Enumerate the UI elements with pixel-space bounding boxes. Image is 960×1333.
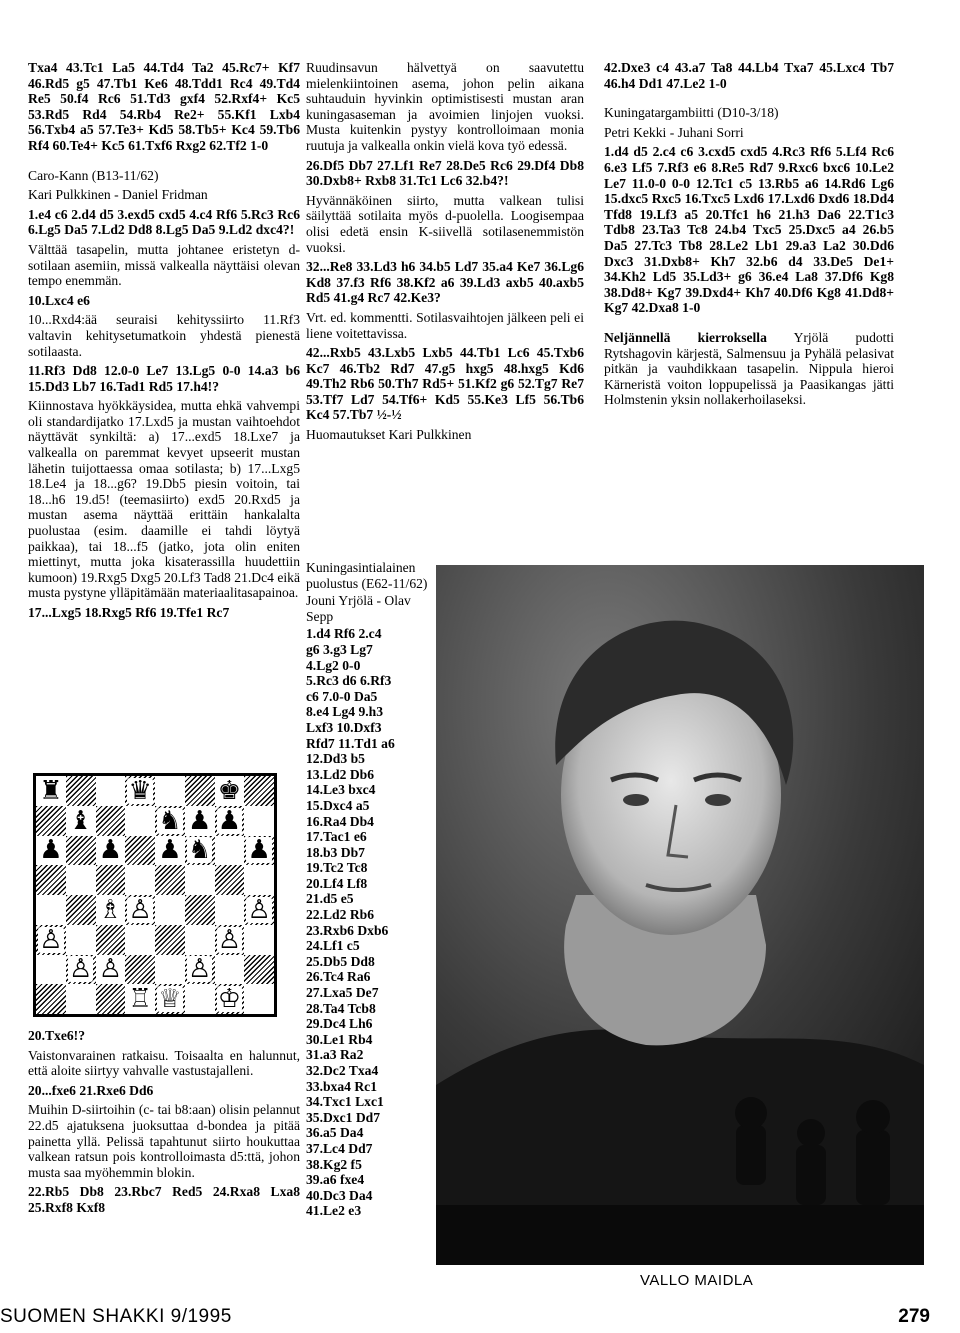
move-line: 18.b3 Db7 [306, 844, 365, 860]
move-line: 24.Lf1 c5 [306, 938, 360, 954]
board-square [244, 895, 274, 925]
move-line: 12.Dd3 b5 [306, 751, 365, 767]
move-line: 17.Tac1 e6 [306, 829, 367, 845]
board-square [125, 984, 155, 1014]
board-square [96, 865, 126, 895]
board-square [215, 895, 245, 925]
board-square [36, 895, 66, 925]
board-square [155, 806, 185, 836]
photo-caption: VALLO MAIDLA [640, 1272, 754, 1289]
column-2 [306, 60, 584, 447]
board-square [36, 806, 66, 836]
chess-piece: ♟ [98, 835, 123, 866]
comment: Ruudinsavun hälvettyä on saavutettu mielenkiintoinen asema, johon pelin aikana suhtauduin hyvinkin optimistisesti mustan aran kuningasaseman ja avoimien linjojen vuoksi. Musta kuitenkin pystyy kontrolloimaan monia ruutuja ja valkealla onkin vielä kova työ edessä. [306, 60, 584, 153]
board-square [36, 984, 66, 1014]
board-square [36, 925, 66, 955]
annotator: Huomautukset Kari Pulkkinen [306, 427, 472, 443]
column-1-continued [28, 1028, 300, 1220]
game-title: Caro-Kann (B13-11/62) [28, 167, 159, 183]
board-square [125, 776, 155, 806]
game-moves: Txa4 43.Tc1 La5 44.Td4 Ta2 45.Rc7+ Kf7 46.Rd5 g5 47.Tb1 Ke6 48.Tdd1 Rc4 49.Td4 Re5 50.f4 Rc6 51.Td3 gxf4 52.Rxf4+ Kc5 53.Rd5 Rd4 54.Rb4 Re2+ 55.Kf1 Lxb4 56.Txb4 a5 57.Te3+ Kd5 58.Tb5+ Kc4 59.Tb6 Rf4 60.Te4+ Kc5 61.Txf6 Rxg2 62.Tf2 1-0 [28, 60, 300, 153]
chess-piece: ♙ [98, 954, 123, 985]
move-line: 23.Rxb6 Dxb6 [306, 922, 389, 938]
board-square [244, 776, 274, 806]
board-square [185, 895, 215, 925]
game-moves-list [306, 626, 430, 1219]
board-square [215, 865, 245, 895]
comment: Vrt. ed. kommentti. Sotilasvaihtojen jälkeen peli ei liene voitettavissa. [306, 309, 584, 341]
board-square [185, 776, 215, 806]
move-line: 39.a6 fxe4 [306, 1172, 365, 1188]
game-title: Kuningasintialainen puolustus (E62-11/62) [306, 560, 428, 591]
board-square [155, 776, 185, 806]
board-square [155, 955, 185, 985]
board-square [125, 836, 155, 866]
board-square [155, 895, 185, 925]
chess-piece: ♙ [217, 924, 242, 955]
move-line: Rfd7 11.Td1 a6 [306, 735, 395, 751]
board-square [125, 806, 155, 836]
board-square [185, 984, 215, 1014]
player-photo [436, 565, 924, 1265]
chess-piece: ♟ [187, 805, 212, 836]
news-text: Yrjölä pudotti Rytshagovin kärjestä, Salmensuu ja Pyhälä pelasivat pitkän ja vauhdikkaan tasapelin. Nippula hieroi Kärneristä voiton loppupelissä ja Paasikangas jätti Holmstenin yksin nollakerhoilaseksi. [604, 329, 894, 408]
game-moves: 22.Rb5 Db8 23.Rbc7 Red5 24.Rxa8 Lxa8 25.Rxf8 Kxf8 [28, 1184, 300, 1215]
chess-piece: ♟ [247, 835, 271, 866]
game-moves: 42.Dxe3 c4 43.a7 Ta8 44.Lb4 Txa7 45.Lxc4 Tb7 46.h4 Dd1 47.Le2 1-0 [604, 60, 894, 91]
board-square [244, 806, 274, 836]
board-square [244, 955, 274, 985]
chess-piece: ♔ [217, 984, 242, 1015]
column-1 [28, 60, 300, 625]
chess-piece: ♙ [128, 894, 152, 925]
chess-piece: ♜ [39, 775, 63, 806]
board-square [125, 955, 155, 985]
game-players: Jouni Yrjölä - Olav Sepp [306, 593, 411, 624]
move-line: 28.Ta4 Tcb8 [306, 1000, 376, 1016]
move-line: 34.Txc1 Lxc1 [306, 1094, 384, 1110]
game-moves: 11.Rf3 Dd8 12.0-0 Le7 13.Lg5 0-0 14.a3 b6 15.Dd3 Lb7 16.Tad1 Rd5 17.h4!? [28, 363, 300, 394]
move-line: 5.Rc3 d6 6.Rf3 [306, 673, 392, 689]
move-line: 27.Lxa5 De7 [306, 985, 379, 1001]
chess-piece: ♕ [158, 984, 182, 1015]
comment: Välttää tasapelin, mutta johtanee eristetyn d-sotilaan asemiin, missä valkealla näyttäisi olevan tempo enemmän. [28, 241, 300, 289]
chess-piece: ♚ [217, 775, 242, 806]
move-line: 13.Ld2 Db6 [306, 766, 374, 782]
comment: Muihin D-siirtoihin (c- tai b8:aan) olisin pelannut 22.d5 ajatuksena juoksuttaa d-bondea ja pitää painetta yllä. Pelissä tapahtunut siirto houkuttaa valkean ratsun pois kontrolloimasta d5:ttä, johon musta saa myöhemmin blokin. [28, 1102, 300, 1180]
chess-diagram [28, 768, 282, 1022]
move-line: 4.Lg2 0-0 [306, 657, 361, 673]
move-line: 14.Le3 bxc4 [306, 782, 376, 798]
board-square [96, 836, 126, 866]
game-moves: 42...Rxb5 43.Lxb5 Lxb5 44.Tb1 Lc6 45.Txb6 Kc7 46.Tb2 Rd7 47.g5 hxg5 48.hxg5 Kd6 49.Th2 Rb6 50.Th7 Rd5+ 51.Kf2 g6 52.Tg7 Re7 53.Tf7 Ld7 54.Tf6+ Kd5 55.Ke3 Lf5 56.Tb6 Kc4 57.Tb7 ½-½ [306, 345, 584, 423]
game-title: Kuningatargambiitti (D10-3/18) [604, 105, 779, 121]
game-moves: 1.e4 c6 2.d4 d5 3.exd5 cxd5 4.c4 Rf6 5.Rc3 Rc6 6.Lg5 Da5 7.Ld2 Dd8 8.Lg5 Da5 9.Ld2 dxc4?! [28, 206, 300, 238]
board-square [185, 955, 215, 985]
move-line: 15.Dxc4 a5 [306, 797, 370, 813]
board-square [185, 836, 215, 866]
board-square [155, 925, 185, 955]
board-square [96, 925, 126, 955]
board-square [96, 895, 126, 925]
game-moves: 1.d4 d5 2.c4 c6 3.cxd5 cxd5 4.Rc3 Rf6 5.Lf4 Rc6 6.e3 Lf5 7.Rf3 e6 8.Re5 Rd7 9.Rxc6 bxc6 10.Le2 Le7 11.0-0 0-0 12.Tc1 c5 13.Rb5 a6 14.Rd6 Lg6 15.dxc5 Rxc5 16.Txc5 Lxd6 17.Lxd6 Dxd6 18.Dd4 Tfd8 19.Lf3 a5 20.Tfc1 h6 21.h3 Da6 22.T1c3 Tdb8 23.Ta3 Tc8 24.b4 Txc5 25.Dxc5 a4 26.b5 Da5 27.Tc3 Tb8 28.Le2 Lb1 29.a3 La2 30.Dd6 Dxc3 31.Dxb8+ Kh7 32.b6 d4 33.De5 De1+ 34.Kh2 Ld5 35.Ld3+ g6 36.e4 La8 37.Df6 Kg8 38.Dd8+ Kg7 39.Dxd4+ Kh7 40.Df6 Kg8 41.Dd8+ Kg7 42.Dxa8 1-0 [604, 144, 894, 316]
board-square [66, 865, 96, 895]
move-line: 32.Dc2 Txa4 [306, 1063, 379, 1078]
board-square [96, 806, 126, 836]
board-square [96, 984, 126, 1014]
chess-piece: ♙ [39, 924, 63, 955]
chess-piece: ♗ [98, 894, 123, 925]
board-square [215, 925, 245, 955]
board-square [244, 865, 274, 895]
board-square [66, 955, 96, 985]
move-line: 30.Le1 Rb4 [306, 1031, 373, 1047]
move-line: 26.Tc4 Ra6 [306, 969, 371, 985]
move-line: g6 3.g3 Lg7 [306, 641, 373, 657]
game-moves: 10.Lxc4 e6 [28, 292, 90, 308]
board-square [125, 865, 155, 895]
board-square [185, 865, 215, 895]
move-line: 22.Ld2 Rb6 [306, 907, 374, 923]
news-lead: Neljännellä kierroksella [604, 329, 767, 345]
game-moves: 17...Lxg5 18.Rxg5 Rf6 19.Tfe1 Rc7 [28, 605, 230, 620]
move-line: 31.a3 Ra2 [306, 1047, 364, 1063]
game-moves: 32...Re8 33.Ld3 h6 34.b5 Ld7 35.a4 Ke7 36.Lg6 Kd8 37.f3 Rf6 38.Kf2 a6 39.Ld3 axb5 40.axb5 Rd5 41.g4 Rc7 42.Ke3? [306, 259, 584, 306]
board-square [36, 955, 66, 985]
chess-piece: ♙ [68, 954, 93, 985]
move-line: 21.d5 e5 [306, 891, 354, 907]
move-line: 35.Dxc1 Dd7 [306, 1109, 381, 1125]
chess-piece: ♟ [217, 805, 242, 836]
board-square [244, 836, 274, 866]
board-square [185, 806, 215, 836]
game-moves: 26.Df5 Db7 27.Lf1 Re7 28.De5 Rc6 29.Df4 Db8 30.Dxb8+ Rxb8 31.Tc1 Lc6 32.b4?! [306, 157, 584, 189]
move-line: 8.e4 Lg4 9.h3 [306, 704, 384, 720]
board-square [155, 836, 185, 866]
move-line: 1.d4 Rf6 2.c4 [306, 626, 382, 642]
board-square [66, 776, 96, 806]
board-square [66, 806, 96, 836]
move-line: 38.Kg2 f5 [306, 1156, 362, 1172]
move-line: 25.Db5 Dd8 [306, 953, 375, 969]
move-line: Lxf3 10.Dxf3 [306, 719, 382, 735]
board-square [36, 776, 66, 806]
board-square [244, 984, 274, 1014]
chess-piece: ♙ [247, 894, 271, 925]
narrow-column [306, 560, 430, 1219]
news-paragraph [604, 330, 894, 408]
chess-piece: ♛ [128, 775, 152, 806]
board-square [185, 925, 215, 955]
board-square [215, 955, 245, 985]
game-players: Petri Kekki - Juhani Sorri [604, 124, 744, 140]
portrait-image [436, 565, 924, 1265]
move-line: 41.Le2 e3 [306, 1203, 362, 1219]
board-square [215, 806, 245, 836]
move-line: 20.Lf4 Lf8 [306, 875, 368, 891]
game-moves: 20.Txe6!? [28, 1028, 86, 1043]
board-square [155, 865, 185, 895]
board-square [36, 865, 66, 895]
move-line: c6 7.0-0 Da5 [306, 688, 378, 704]
chess-piece: ♖ [128, 984, 152, 1015]
move-line: 37.Lc4 Dd7 [306, 1140, 373, 1156]
board-square [125, 895, 155, 925]
column-3 [604, 60, 894, 412]
move-line: 40.Dc3 Da4 [306, 1187, 373, 1203]
board-square [155, 984, 185, 1014]
game-moves: 20...fxe6 21.Rxe6 Dd6 [28, 1082, 154, 1098]
move-line: 36.a5 Da4 [306, 1125, 364, 1141]
move-line: 19.Tc2 Tc8 [306, 860, 368, 876]
chess-piece: ♙ [187, 954, 212, 985]
board-square [66, 836, 96, 866]
board-square [96, 955, 126, 985]
comment: Hyvännäköinen siirto, mutta valkean tulisi säilyttää sotilaita myös d-puolella. Loogisempaa olisi edetä ensin K-siivellä sotilasenemmistön vuoksi. [306, 192, 584, 255]
comment: Vaistonvarainen ratkaisu. Toisaalta en halunnut, että aloite siirtyy vahvalle vastustajalleni. [28, 1047, 300, 1079]
board-square [244, 925, 274, 955]
chess-piece: ♝ [68, 805, 93, 836]
comment: Kiinnostava hyökkäysidea, mutta ehkä vahvempi oli standardijatko 17.Lxd5 ja mustan vaihtoehdot näyttävät synkiltä: a) 17...exd5 18.Lxe7 ja valkealla on paremmat kevyet upseerit mustan lähetin tuijottaessa omaa sotilasta; b) 17...Lxg5 18.Le4 ja 18...g6? 19.Db5 piesin voitoin, tai 18...h6 19.d5! (teemasiirto) exd5 20.Rxd5 ja mustan asema näyttää erittäin hankalalta puolustaa (esim. daamille ei tahdi löytyä paikkaa), tai 18...f5 (jatko, jota olin eniten miettinyt, mutta joka kisaterassilla huudettiin kumoon) 19.Rxg5 Dxg5 20.Lf3 Tad8 21.Dc4 eikä musta pystyne ylläpitämään materiaalitasapainoa. [28, 398, 300, 601]
move-line: 16.Ra4 Db4 [306, 813, 374, 829]
game-players: Kari Pulkkinen - Daniel Fridman [28, 187, 208, 203]
board-square [215, 776, 245, 806]
board-square [66, 895, 96, 925]
board-square [96, 776, 126, 806]
comment: 10...Rxd4:ää seuraisi kehityssiirto 11.Rf3 valtavin kehitysetumatkoin yhdestä pienestä sotilaasta. [28, 312, 300, 359]
board-square [125, 925, 155, 955]
page-number: 279 [898, 1306, 930, 1327]
chess-piece: ♞ [158, 805, 182, 836]
chess-board [33, 773, 277, 1017]
board-square [66, 925, 96, 955]
chess-piece: ♟ [158, 835, 182, 866]
board-square [66, 984, 96, 1014]
board-square [215, 836, 245, 866]
board-square [215, 984, 245, 1014]
move-line: 29.Dc4 Lh6 [306, 1016, 373, 1032]
chess-piece: ♟ [39, 835, 63, 866]
chess-piece: ♞ [187, 835, 212, 866]
board-square [36, 836, 66, 866]
move-line: 33.bxa4 Rc1 [306, 1078, 377, 1094]
magazine-title: SUOMEN SHAKKI 9/1995 [0, 1306, 232, 1327]
